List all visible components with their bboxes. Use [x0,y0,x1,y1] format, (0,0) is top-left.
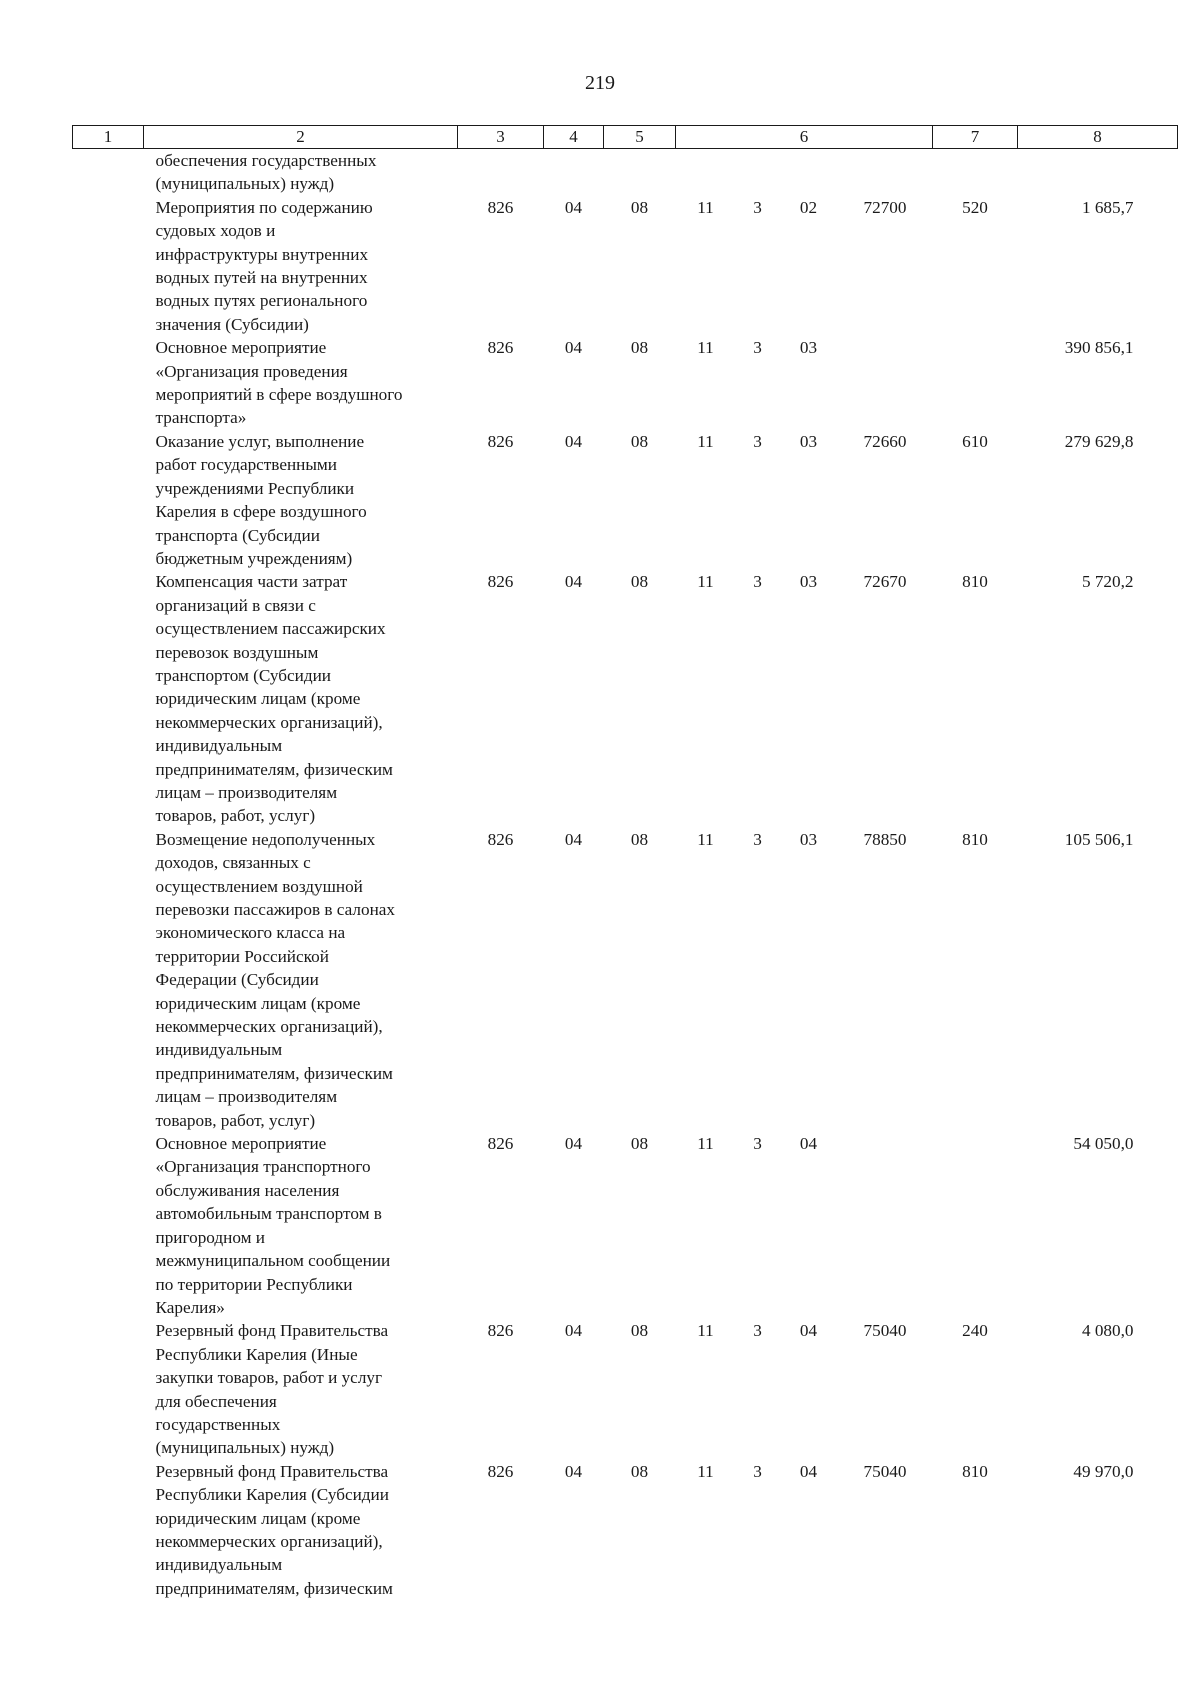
cell-c6c: 03 [799,338,818,358]
cell-c4: 04 [564,1134,583,1154]
cell-c6d [838,149,933,196]
cell-c5: 08 [630,829,649,849]
cell-amount: 4 080,0 [1081,1321,1134,1341]
cell-c7 [933,1132,1018,1319]
cell-c6c: 04 [799,1134,818,1154]
cell-amount: 1 685,7 [1081,197,1134,217]
cell-c6b: 3 [753,572,762,592]
cell-name: Оказание услуг, выполнение работ государственными учреждениями Республики Карелия в сфере воздушного транспорта (Субсидии бюджетным учреждениям) [155,431,367,568]
header-col-5: 5 [604,126,676,149]
cell-c7: 520 [962,197,988,217]
cell-c7 [933,336,1018,430]
cell-c5: 08 [630,431,649,451]
cell-c6c: 03 [799,829,818,849]
cell-c7: 810 [962,1461,988,1481]
cell-c4: 04 [564,572,583,592]
cell-amount: 54 050,0 [1073,1134,1134,1154]
table-row [73,570,1178,827]
cell-c5: 08 [630,1321,649,1341]
cell-c3: 826 [487,1461,514,1481]
cell-c6c [780,149,838,196]
header-col-1: 1 [73,126,144,149]
cell-c4: 04 [564,1461,583,1481]
cell-name: Мероприятия по содержанию судовых ходов и инфраструктуры внутренних водных путей на внутренних водных путях регионального значения (Субсидии) [155,197,373,334]
cell-index [73,336,144,430]
header-col-8: 8 [1018,126,1178,149]
cell-c5: 08 [630,572,649,592]
cell-c6d: 78850 [863,829,907,849]
cell-c6c: 03 [799,572,818,592]
cell-c5: 08 [630,1134,649,1154]
cell-c6a: 11 [697,1321,714,1341]
cell-c6a: 11 [697,829,714,849]
cell-c6c: 03 [799,431,818,451]
cell-c6b [736,149,780,196]
cell-c4: 04 [564,197,583,217]
cell-c6b: 3 [753,1321,762,1341]
table-header [73,126,1178,149]
cell-c3: 826 [487,1321,514,1341]
cell-name: Резервный фонд Правительства Республики Карелия (Субсидии юридическим лицам (кроме некоммерческих организаций), индивидуальным предпринимателям, физическим [155,1461,393,1598]
cell-c6a: 11 [697,1134,714,1154]
header-col-7: 7 [933,126,1018,149]
cell-index [73,196,144,336]
table-row [73,336,1178,430]
cell-c6d: 75040 [863,1461,907,1481]
cell-c6d: 75040 [863,1321,907,1341]
cell-name: Резервный фонд Правительства Республики Карелия (Иные закупки товаров, работ и услуг для обеспечения государственных (муниципальных) нужд) [155,1321,389,1458]
cell-c6d: 72670 [863,572,907,592]
cell-index [73,1460,144,1600]
header-row [73,126,1178,149]
cell-c6a [676,149,736,196]
cell-c6b: 3 [753,829,762,849]
header-col-6: 6 [676,126,933,149]
cell-c4: 04 [564,1321,583,1341]
table-row [73,430,1178,570]
cell-c3: 826 [487,829,514,849]
cell-c6b: 3 [753,338,762,358]
cell-c6b: 3 [753,197,762,217]
cell-index [73,570,144,827]
cell-c3: 826 [487,197,514,217]
cell-c7 [933,149,1018,196]
cell-amount: 390 856,1 [1064,338,1134,358]
cell-c3: 826 [487,338,514,358]
cell-c3: 826 [487,1134,514,1154]
cell-c6d: 72700 [863,197,907,217]
table-row [73,196,1178,336]
table-row [73,149,1178,196]
cell-name: Основное мероприятие «Организация транспортного обслуживания населения автомобильным транспортом в пригородном и межмуниципальном сообщении по территории Республики Карелия» [155,1134,391,1317]
table-row [73,1132,1178,1319]
cell-c4: 04 [564,431,583,451]
cell-c6a: 11 [697,1461,714,1481]
cell-c4 [544,149,604,196]
cell-amount: 279 629,8 [1064,431,1134,451]
budget-table [72,125,1178,1600]
cell-c6b: 3 [753,431,762,451]
cell-index [73,1132,144,1319]
cell-c6d: 72660 [863,431,907,451]
cell-c6b: 3 [753,1134,762,1154]
cell-c3: 826 [487,572,514,592]
cell-c6c: 04 [799,1461,818,1481]
cell-c6c: 02 [799,197,818,217]
cell-c6b: 3 [753,1461,762,1481]
cell-c5: 08 [630,338,649,358]
table-row [73,1319,1178,1459]
cell-c6d [838,1132,933,1319]
header-col-2: 2 [144,126,458,149]
cell-c4: 04 [564,338,583,358]
cell-name: Основное мероприятие «Организация проведения мероприятий в сфере воздушного транспорта» [155,338,403,428]
cell-name: Возмещение недополученных доходов, связанных с осуществлением воздушной перевозки пассажиров в салонах экономического класса на территории Российской Федерации (Субсидии юридическим лицам (кроме некоммерческих организаций), индивидуальным предпринимателям, физическим лицам – производителям товаров, работ, услуг) [155,829,395,1130]
cell-index [73,828,144,1132]
cell-c6c: 04 [799,1321,818,1341]
cell-c3 [458,149,544,196]
header-col-4: 4 [544,126,604,149]
cell-c5: 08 [630,197,649,217]
cell-name: обеспечения государственных (муниципальных) нужд) [155,151,377,194]
cell-c5 [604,149,676,196]
cell-c6a: 11 [697,431,714,451]
cell-index [73,430,144,570]
cell-name: Компенсация части затрат организаций в связи с осуществлением пассажирских перевозок воздушным транспортом (Субсидии юридическим лицам (кроме некоммерческих организаций), индивидуальным предпринимателям, физическим лицам – производителям товаров, работ, услуг) [155,572,393,826]
header-col-3: 3 [458,126,544,149]
cell-amount: 49 970,0 [1073,1461,1134,1481]
cell-c6d [838,336,933,430]
cell-c6a: 11 [697,197,714,217]
cell-c7: 810 [962,572,988,592]
cell-c7: 810 [962,829,988,849]
cell-c7: 610 [962,431,988,451]
table-row [73,828,1178,1132]
cell-c6a: 11 [697,338,714,358]
table-row [73,1460,1178,1600]
cell-c6a: 11 [697,572,714,592]
page-number: 219 [585,72,615,94]
cell-amount [1018,149,1178,196]
cell-c4: 04 [564,829,583,849]
cell-c5: 08 [630,1461,649,1481]
table-body [73,149,1178,1601]
cell-c7: 240 [962,1321,988,1341]
cell-index [73,149,144,196]
cell-c3: 826 [487,431,514,451]
cell-amount: 5 720,2 [1081,572,1134,592]
cell-amount: 105 506,1 [1064,829,1134,849]
cell-index [73,1319,144,1459]
